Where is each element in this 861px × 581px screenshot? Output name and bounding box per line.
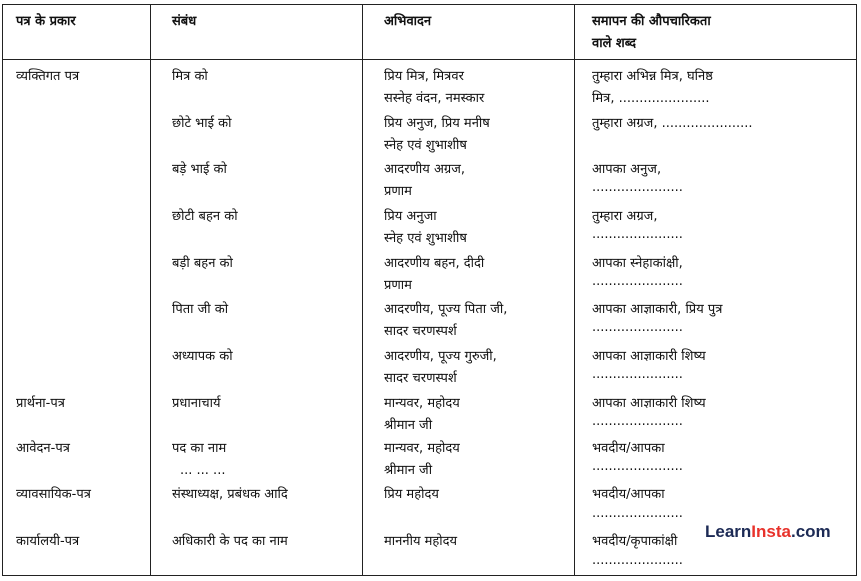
relation-cell: संस्थाध्यक्ष, प्रबंधक आदि (172, 487, 288, 502)
greeting-line2: स्नेह एवं शुभाशीष (384, 138, 467, 153)
greeting-line1: आदरणीय अग्रज, (384, 162, 465, 177)
relation-cell: बड़े भाई को (172, 162, 227, 177)
watermark-insta: Insta (751, 522, 791, 541)
column-divider (362, 4, 363, 576)
greeting-line2: सस्नेह वंदन, नमस्कार (384, 91, 485, 106)
relation-cell: अधिकारी के पद का नाम (172, 534, 288, 549)
greeting-line1: माननीय महोदय (384, 534, 458, 549)
closing-line2: ...................... (592, 320, 683, 335)
greeting-line2: श्रीमान जी (384, 418, 433, 433)
greeting-line1: प्रिय अनुज, प्रिय मनीष (384, 116, 490, 131)
type-personal: व्यक्तिगत पत्र (16, 69, 80, 84)
greeting-line1: आदरणीय, पूज्य पिता जी, (384, 302, 508, 317)
relation-cell: बड़ी बहन को (172, 256, 233, 271)
relation-cell: पद का नाम (172, 441, 227, 456)
closing-line1: तुम्हारा अग्रज, ...................... (592, 116, 753, 131)
watermark-learn: Learn (705, 522, 752, 541)
watermark-com: .com (790, 522, 831, 541)
closing-line1: भवदीय/आपका (592, 487, 665, 502)
greeting-line1: मान्यवर, महोदय (384, 396, 460, 411)
closing-line1: आपका स्नेहाकांक्षी, (592, 256, 683, 271)
greeting-line2: स्नेह एवं शुभाशीष (384, 231, 467, 246)
relation-cell: पिता जी को (172, 302, 229, 317)
closing-line2: मित्र, ...................... (592, 91, 710, 106)
type-request: प्रार्थना-पत्र (16, 396, 65, 411)
closing-line2: ...................... (592, 274, 683, 289)
closing-line1: आपका आज्ञाकारी शिष्य (592, 349, 706, 364)
closing-line2: ...................... (592, 553, 683, 568)
header-divider (2, 59, 857, 60)
greeting-line1: आदरणीय, पूज्य गुरुजी, (384, 349, 497, 364)
closing-line1: तुम्हारा अग्रज, (592, 209, 658, 224)
relation-ellipsis: ... ... ... (180, 463, 226, 478)
type-application: आवेदन-पत्र (16, 441, 70, 456)
header-letter-type: पत्र के प्रकार (16, 14, 76, 29)
column-divider (574, 4, 575, 576)
closing-line2: ...................... (592, 227, 683, 242)
closing-line1: भवदीय/आपका (592, 441, 665, 456)
header-relation: संबंध (172, 14, 197, 29)
column-divider (150, 4, 151, 576)
type-business: व्यावसायिक-पत्र (16, 487, 91, 502)
header-closing-line2: वाले शब्द (592, 36, 637, 51)
greeting-line1: आदरणीय बहन, दीदी (384, 256, 485, 271)
greeting-line2: प्रणाम (384, 184, 412, 199)
greeting-line1: मान्यवर, महोदय (384, 441, 460, 456)
header-greeting: अभिवादन (384, 14, 432, 29)
closing-line1: आपका आज्ञाकारी, प्रिय पुत्र (592, 302, 723, 317)
closing-line1: आपका आज्ञाकारी शिष्य (592, 396, 706, 411)
closing-line2: ...................... (592, 180, 683, 195)
learninsta-watermark (705, 522, 831, 542)
closing-line2: ...................... (592, 459, 683, 474)
closing-line2: ...................... (592, 506, 683, 521)
relation-cell: अध्यापक को (172, 349, 233, 364)
relation-cell: मित्र को (172, 69, 208, 84)
greeting-line1: प्रिय महोदय (384, 487, 439, 502)
greeting-line2: सादर चरणस्पर्श (384, 371, 457, 386)
closing-line1: आपका अनुज, (592, 162, 662, 177)
header-closing-line1: समापन की औपचारिकता (592, 14, 711, 29)
greeting-line2: सादर चरणस्पर्श (384, 324, 457, 339)
closing-line2: ...................... (592, 367, 683, 382)
relation-cell: प्रधानाचार्य (172, 396, 221, 411)
greeting-line1: प्रिय मित्र, मित्रवर (384, 69, 464, 84)
greeting-line1: प्रिय अनुजा (384, 209, 437, 224)
closing-line2: ...................... (592, 414, 683, 429)
closing-line1: तुम्हारा अभिन्न मित्र, घनिष्ठ (592, 69, 713, 84)
closing-line1: भवदीय/कृपाकांक्षी (592, 534, 678, 549)
greeting-line2: श्रीमान जी (384, 463, 433, 478)
greeting-line2: प्रणाम (384, 278, 412, 293)
type-official: कार्यालयी-पत्र (16, 534, 80, 549)
relation-cell: छोटी बहन को (172, 209, 238, 224)
relation-cell: छोटे भाई को (172, 116, 232, 131)
